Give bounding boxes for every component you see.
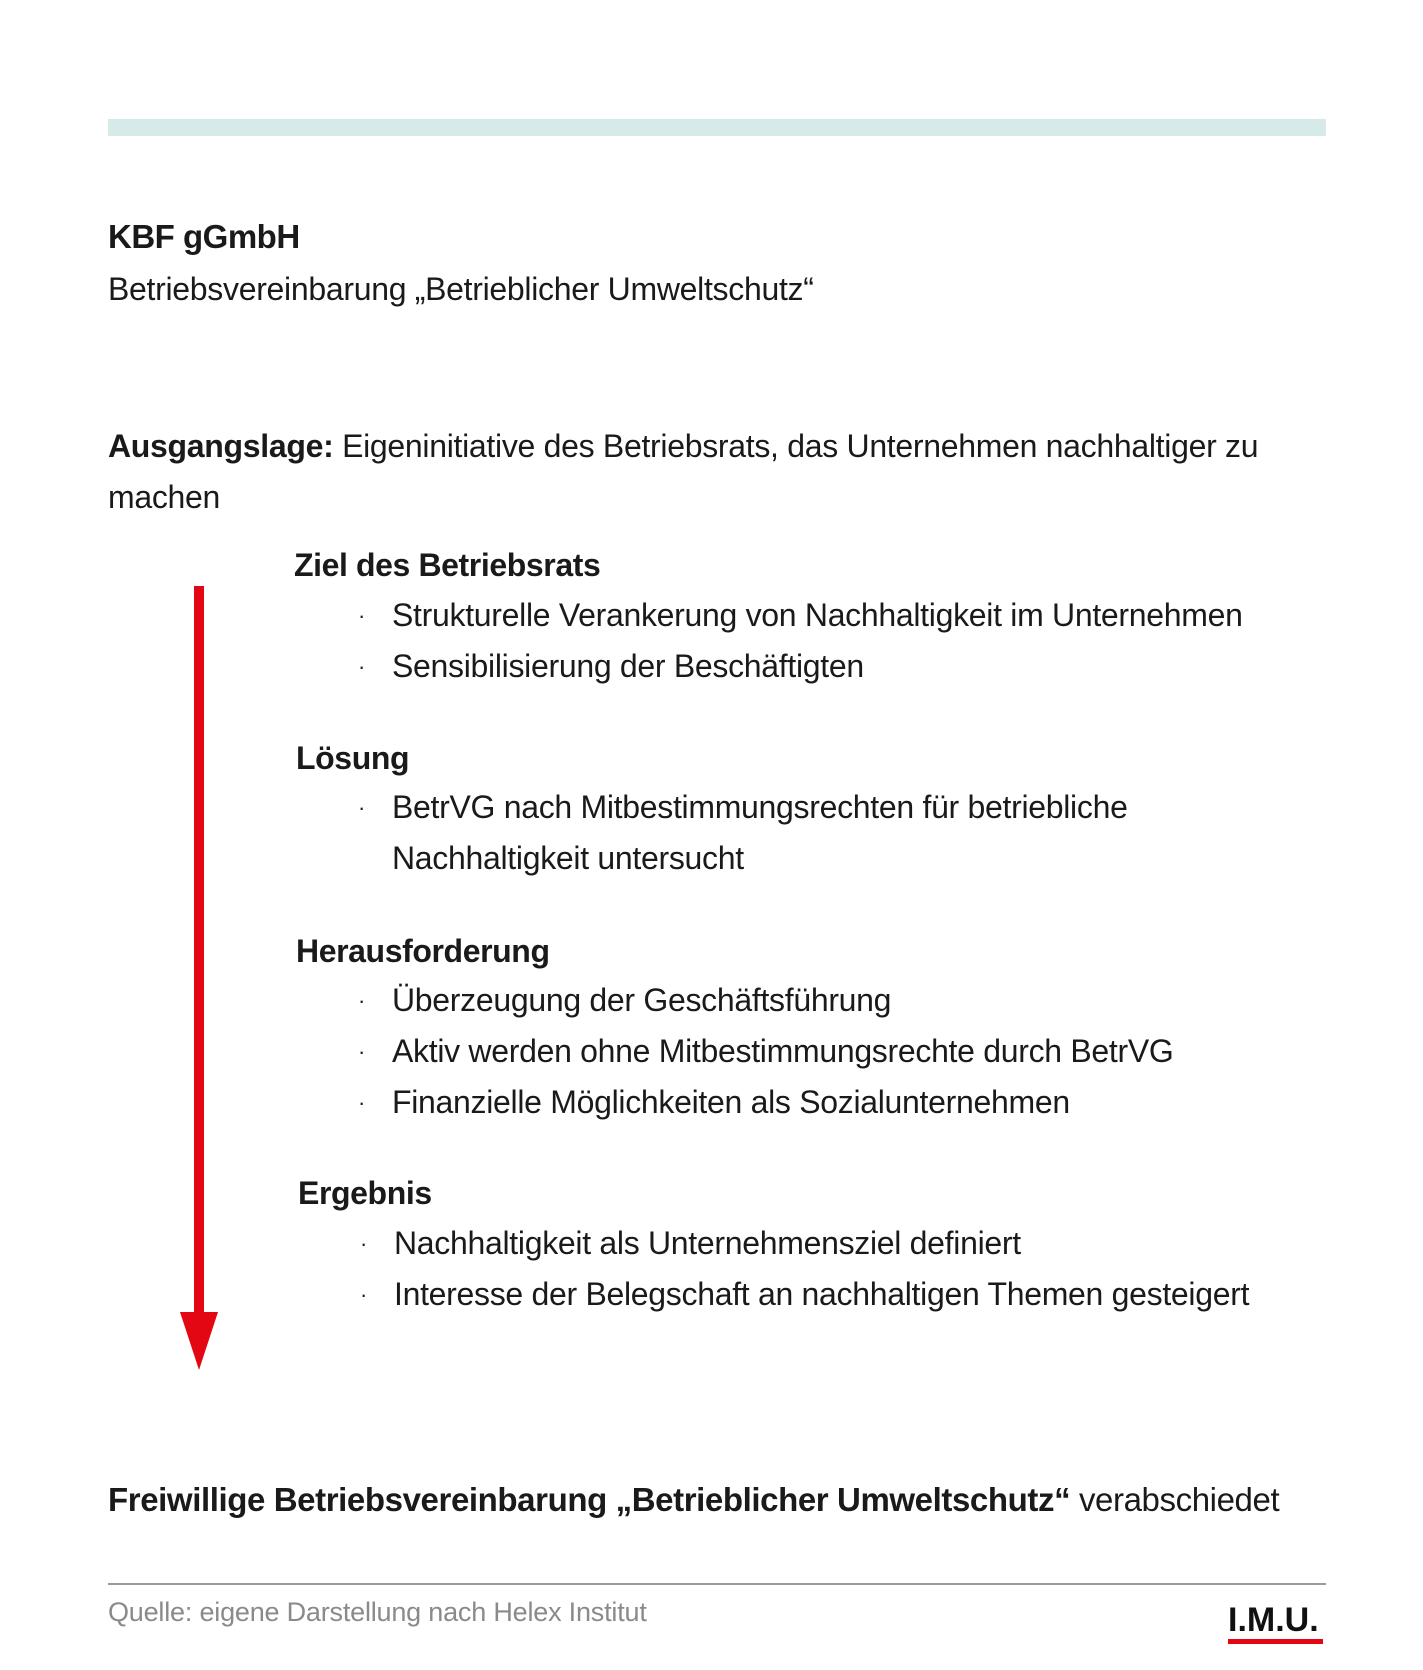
starting-situation-label: Ausgangslage:: [108, 428, 334, 464]
bullet-icon: ·: [358, 988, 366, 1013]
section-title-goal: Ziel des Betriebsrats: [294, 547, 601, 583]
list-item: · Strukturelle Verankerung von Nachhaltigkeit im Unternehmen: [355, 590, 1272, 641]
imu-logo: [1228, 1603, 1323, 1645]
bullet-icon: ·: [360, 1231, 368, 1256]
final-outcome-rest: verabschiedet: [1070, 1481, 1280, 1518]
bullet-icon: ·: [360, 1282, 368, 1307]
footer-divider: [108, 1583, 1326, 1585]
list-item: · Sensibilisierung der Beschäftigten: [355, 641, 1272, 692]
agreement-title: Betriebsvereinbarung „Betrieblicher Umweltschutz“: [108, 271, 814, 307]
final-outcome-strong: Freiwillige Betriebsvereinbarung „Betrieblicher Umweltschutz“: [108, 1481, 1071, 1518]
source-note: Quelle: eigene Darstellung nach Helex Institut: [108, 1597, 647, 1627]
section-title-solution: Lösung: [296, 740, 410, 776]
starting-situation-text: Eigeninitiative des Betriebsrats, das Unternehmen nachhaltiger zu machen: [108, 428, 1259, 515]
list-item: · Interesse der Belegschaft an nachhaltigen Themen gesteigert: [357, 1269, 1274, 1320]
final-outcome: [108, 1481, 1279, 1519]
section-title-result: Ergebnis: [298, 1175, 432, 1211]
bullet-icon: ·: [358, 1090, 366, 1115]
bullet-icon: ·: [358, 654, 366, 679]
logo-underline: [1228, 1639, 1323, 1644]
list-item: · BetrVG nach Mitbestimmungsrechten für betriebliche Nachhaltigkeit untersucht: [355, 782, 1212, 884]
bullet-icon: ·: [358, 603, 366, 628]
down-arrow-icon: [180, 586, 218, 1370]
bullet-icon: ·: [358, 1039, 366, 1064]
starting-situation: [108, 421, 1308, 523]
goal-list: [355, 590, 1272, 692]
list-item: · Überzeugung der Geschäftsführung: [355, 975, 1272, 1026]
company-name: KBF gGmbH: [108, 218, 300, 255]
list-item: · Nachhaltigkeit als Unternehmensziel definiert: [357, 1218, 1274, 1269]
list-item: · Aktiv werden ohne Mitbestimmungsrechte durch BetrVG: [355, 1026, 1272, 1077]
section-title-challenge: Herausforderung: [296, 933, 550, 969]
result-list: [357, 1218, 1274, 1320]
solution-list: [355, 782, 1212, 884]
challenge-list: [355, 975, 1272, 1128]
bullet-icon: ·: [358, 795, 366, 820]
top-accent-bar: [108, 119, 1326, 136]
list-item: · Finanzielle Möglichkeiten als Sozialunternehmen: [355, 1077, 1272, 1128]
logo-text: I.M.U.: [1228, 1601, 1319, 1639]
